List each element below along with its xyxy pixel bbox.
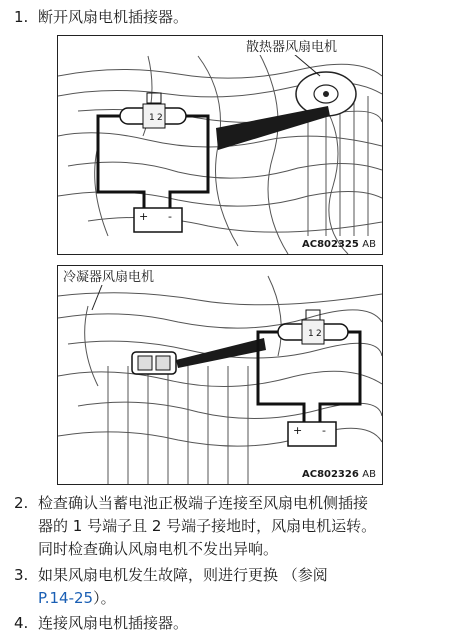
fig2-pin-2: 2 bbox=[316, 329, 322, 339]
step-line: 如果风扇电机发生故障，则进行更换 （参阅 bbox=[38, 566, 328, 584]
fig2-battery-minus: - bbox=[322, 424, 326, 437]
radiator-fan-label: 散热器风扇电机 bbox=[244, 36, 339, 55]
step-number: 3. bbox=[14, 566, 29, 584]
step-1 bbox=[14, 6, 189, 29]
fig1-pin-2: 2 bbox=[157, 113, 163, 123]
step-number: 1. bbox=[14, 8, 29, 26]
fig2-battery-plus: + bbox=[293, 424, 303, 437]
step-4 bbox=[14, 612, 189, 635]
condenser-fan-illustration bbox=[58, 266, 382, 484]
step-2 bbox=[14, 492, 377, 558]
fig1-battery-plus: + bbox=[139, 210, 149, 223]
step-line: P.14-25）。 bbox=[38, 589, 116, 607]
reference-link[interactable]: P.14-25 bbox=[38, 589, 94, 607]
condenser-fan-label: 冷凝器风扇电机 bbox=[61, 266, 156, 285]
step-text bbox=[38, 564, 448, 610]
step-line: 检查确认当蓄电池正极端子连接至风扇电机侧插接 bbox=[38, 494, 369, 512]
figure-radiator-fan bbox=[57, 35, 383, 255]
fig1-battery-minus: - bbox=[168, 210, 172, 223]
fig2-pin-1: 1 bbox=[308, 329, 314, 339]
step-line: 器的 1 号端子且 2 号端子接地时，风扇电机运转。 bbox=[38, 517, 377, 535]
step-text bbox=[38, 492, 448, 561]
figure-code: AC802325 AB bbox=[301, 239, 376, 250]
step-3 bbox=[14, 564, 328, 607]
fig1-pin-1: 1 bbox=[149, 113, 155, 123]
step-line: 同时检查确认风扇电机不发出异响。 bbox=[38, 540, 279, 558]
radiator-fan-illustration bbox=[58, 36, 382, 254]
figure-condenser-fan bbox=[57, 265, 383, 485]
step-number: 2. bbox=[14, 494, 29, 512]
step-text: 断开风扇电机插接器。 bbox=[38, 8, 189, 26]
figure-code: AC802326 AB bbox=[301, 469, 376, 480]
step-number: 4. bbox=[14, 614, 29, 632]
step-text: 连接风扇电机插接器。 bbox=[38, 614, 189, 632]
